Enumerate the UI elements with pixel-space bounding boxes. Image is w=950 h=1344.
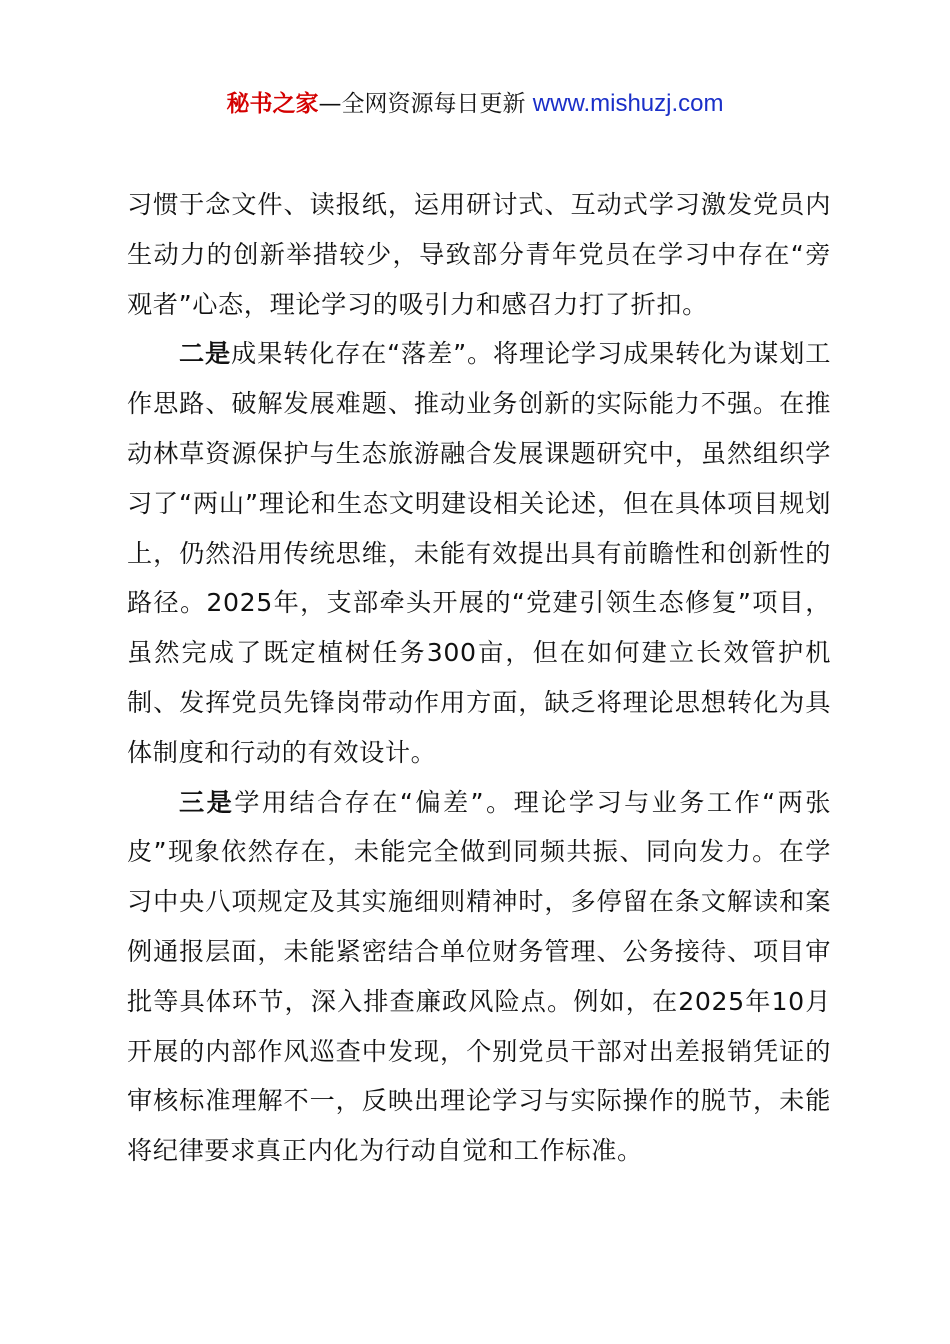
paragraph-second-point — [127, 329, 831, 777]
header-tagline: —全网资源每日更新 — [318, 91, 533, 117]
paragraph-third-point — [127, 778, 831, 1176]
site-url-link[interactable]: www.mishuzj.com — [532, 90, 724, 117]
paragraph-text: 成果转化存在“落差”。将理论学习成果转化为谋划工作思路、破解发展难题、推动业务创新的实际能力不强。在推动林草资源保护与生态旅游融合发展课题研究中，虽然组织学习了“两山”理论和生态文明建设相关论述，但在具体项目规划上，仍然沿用传统思维，未能有效提出具有前瞻性和创新性的路径。2025年，支部牵头开展的“党建引领生态修复”项目，虽然完成了既定植树任务300亩，但在如何建立长效管护机制、发挥党员先锋岗带动作用方面，缺乏将理论思想转化为具体制度和行动的有效设计。 — [127, 339, 832, 767]
paragraph-continuation — [127, 180, 831, 329]
document-body — [127, 180, 831, 1176]
brand-name: 秘书之家 — [226, 91, 319, 117]
site-header — [0, 86, 950, 122]
paragraph-lead: 三是 — [179, 787, 235, 817]
paragraph-text: 习惯于念文件、读报纸，运用研讨式、互动式学习激发党员内生动力的创新举措较少，导致部分青年党员在学习中存在“旁观者”心态，理论学习的吸引力和感召力打了折扣。 — [127, 190, 831, 319]
paragraph-text: 学用结合存在“偏差”。理论学习与业务工作“两张皮”现象依然存在，未能完全做到同频共振、同向发力。在学习中央八项规定及其实施细则精神时，多停留在条文解读和案例通报层面，未能紧密结合单位财务管理、公务接待、项目审批等具体环节，深入排查廉政风险点。例如，在2025年10月开展的内部作风巡查中发现，个别党员干部对出差报销凭证的审核标准理解不一，反映出理论学习与实际操作的脱节，未能将纪律要求真正内化为行动自觉和工作标准。 — [127, 787, 831, 1166]
paragraph-lead: 二是 — [179, 339, 232, 369]
